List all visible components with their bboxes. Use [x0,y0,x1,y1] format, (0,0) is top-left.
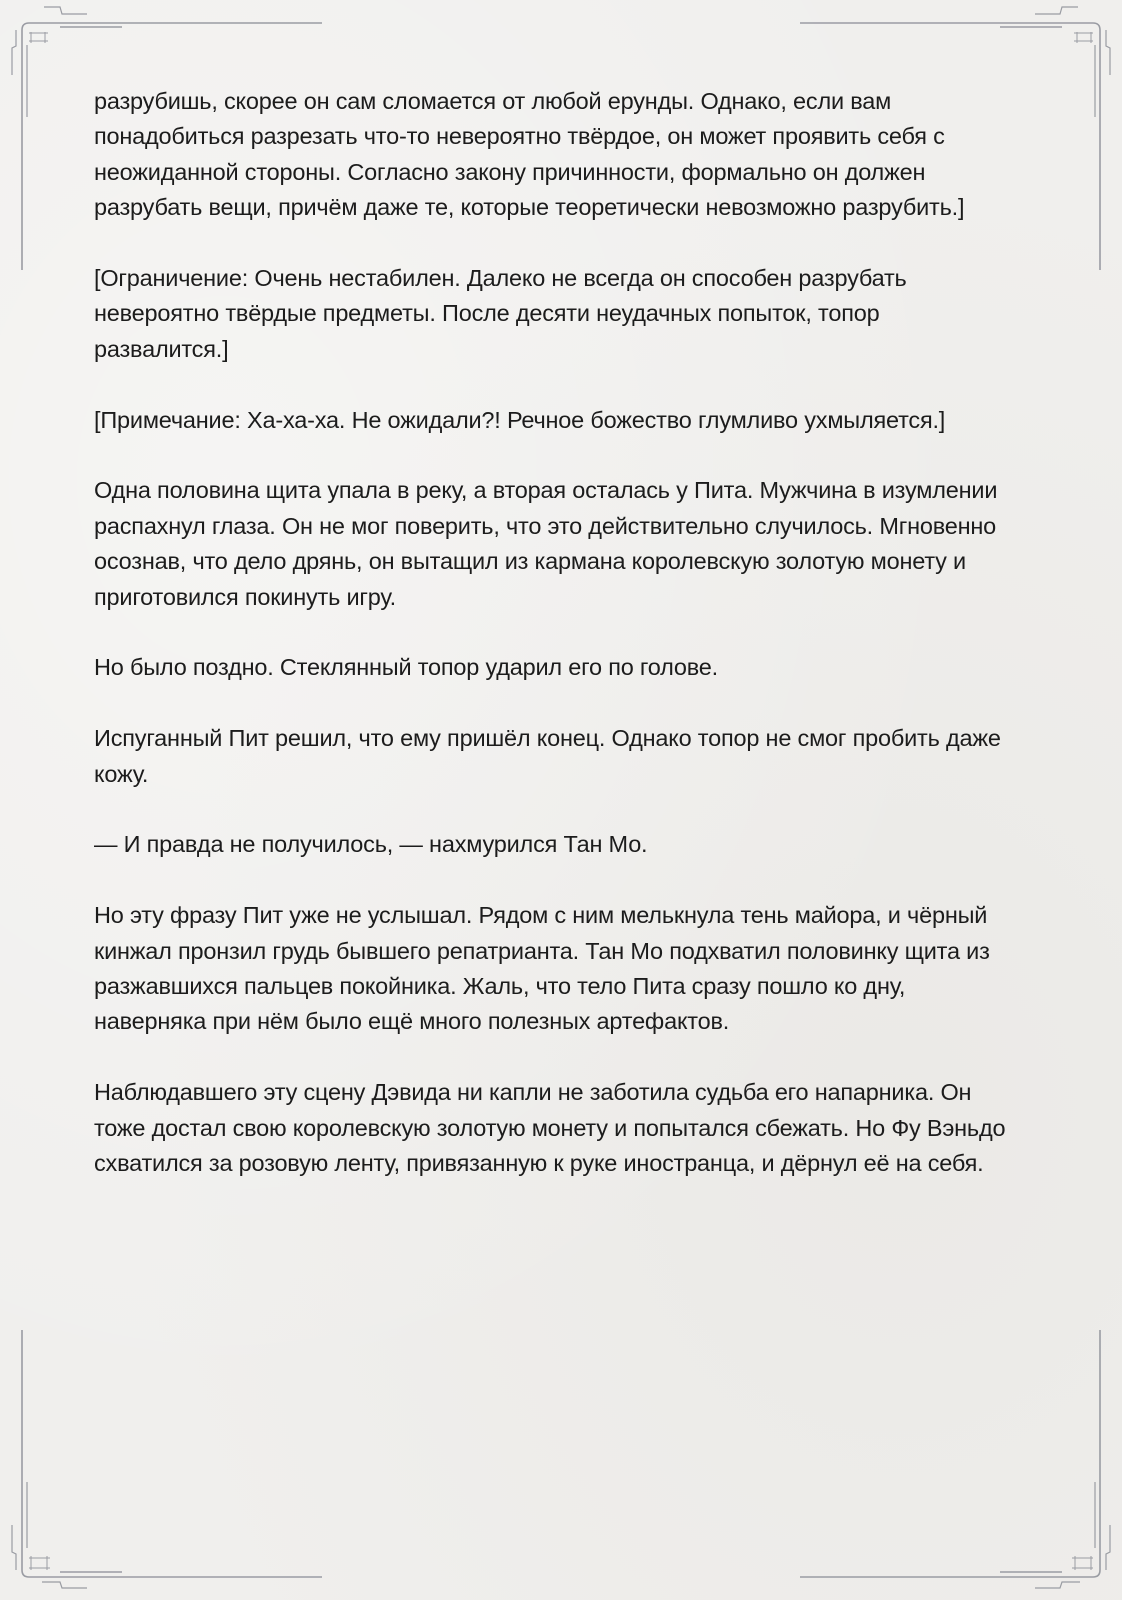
paragraph: Одна половина щита упала в реку, а вторая осталась у Пита. Мужчина в изумлении распахнул глаза. Он не мог поверить, что это действительно случилось. Мгновенно осознав, что дело дрянь, он вытащил из кармана королевскую золотую монету и приготовился покинуть игру. [94,477,998,610]
paragraph: Но было поздно. Стеклянный топор ударил его по голове. [94,654,718,681]
paragraph: Испуганный Пит решил, что ему пришёл конец. Однако топор не смог пробить даже кожу. [94,725,1001,787]
paragraph: [Примечание: Ха-ха-ха. Не ожидали?! Речное божество глумливо ухмыляется.] [94,406,946,433]
paragraph: Но эту фразу Пит уже не услышал. Рядом с ним мелькнула тень майора, и чёрный кинжал пронзил грудь бывшего репатрианта. Тан Мо подхватил половинку щита из разжавшихся пальцев покойника. Жаль, что тело Пита сразу пошло ко дну, наверняка при нём было ещё много полезных артефактов. [94,902,990,1035]
document-body [94,84,1014,1217]
paragraph: разрубишь, скорее он сам сломается от любой ерунды. Однако, если вам понадобиться разрезать что-то невероятно твёрдое, он может проявить себя с неожиданной стороны. Согласно закону причинности, формально он должен разрубать вещи, причём даже те, которые теоретически невозможно разрубить.] [94,88,965,221]
dialogue-line: — И правда не получилось, — нахмурился Тан Мо. [94,831,648,858]
corner-ornament-bottom-left [12,1330,322,1588]
corner-ornament-bottom-right [800,1330,1110,1588]
paragraph: [Ограничение: Очень нестабилен. Далеко не всегда он способен разрубать невероятно твёрдые предметы. После десяти неудачных попыток, топор развалится.] [94,265,907,362]
paragraph: Наблюдавшего эту сцену Дэвида ни капли не заботила судьба его напарника. Он тоже достал свою королевскую золотую монету и попытался сбежать. Но Фу Вэньдо схватился за розовую ленту, привязанную к руке иностранца, и дёрнул её на себя. [94,1079,1006,1177]
